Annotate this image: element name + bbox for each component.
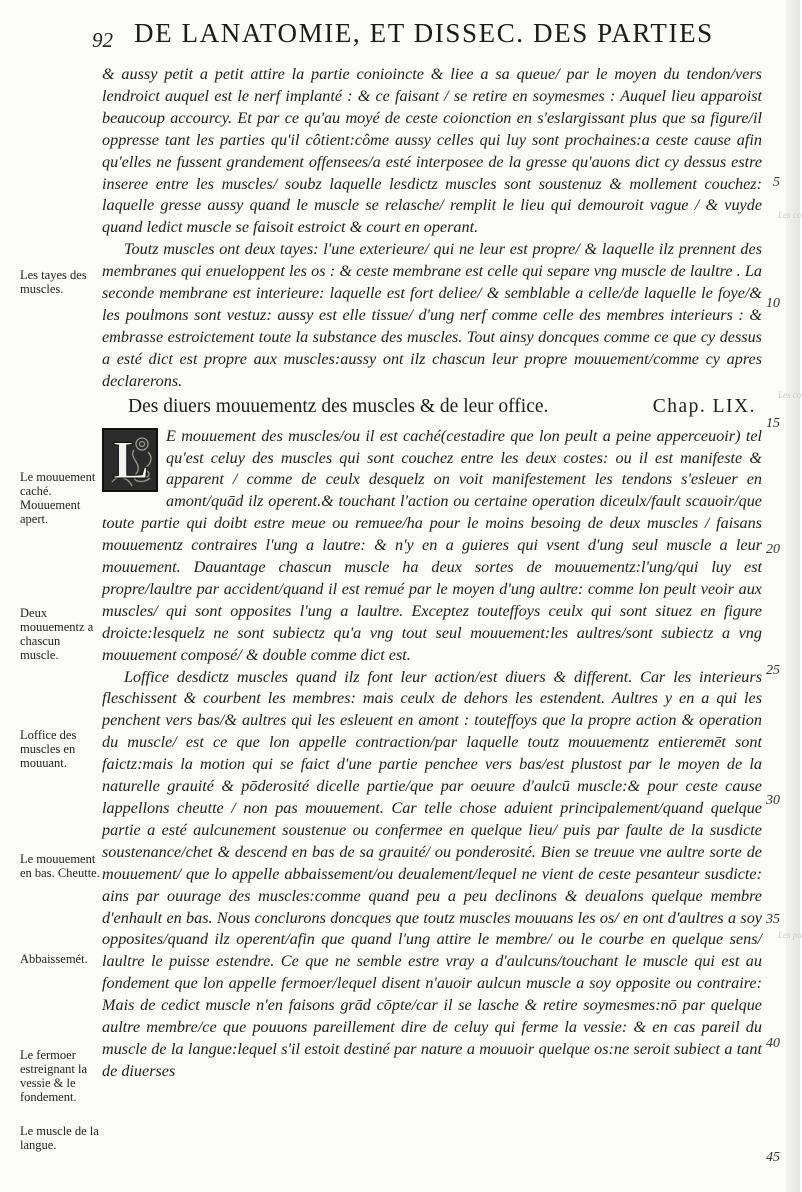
running-head: DE LANATOMIE, ET DISSEC. DES PARTIES xyxy=(134,18,714,48)
initial-letter: L xyxy=(113,429,150,490)
line-number: 30 xyxy=(766,793,780,808)
margin-note-tayes: Les tayes des muscles. xyxy=(20,268,87,296)
chapter-heading xyxy=(102,394,762,422)
folio-number: 92 xyxy=(92,28,113,52)
line-number: 40 xyxy=(766,1036,780,1051)
main-text xyxy=(102,64,762,1083)
line-number: 10 xyxy=(766,296,780,311)
margin-note-deux-mouuementz: Deux mouuementz a chascun muscle. xyxy=(20,606,94,662)
bleed-text: Les co xyxy=(778,210,802,220)
decorated-initial xyxy=(102,428,158,492)
margin-note-mouuement-cache: Le mouuement caché. Mouuement apert. xyxy=(20,470,96,526)
paragraph: Loffice desdictz muscles quand ilz font leur action/est diuers & different. Car les interieurs fleschissent & courbent les membres: mais ceulx de dehors les estendent. Aultres y en a qui les penchent vers bas/& aultres qui les esleuent en amont : touteffoys que la propre action & operation du muscle/ est ce que lon appelle contraction/par laquelle toutz mouuementz entieremēt sont faictz:mais la motion qui se faict d'une partie penchee vers bas/est plustost par le moyen de la naturelle grauité & pōderosité dicelle partie/que par oeuure d'aulcū muscle:& pour ceste cause lappellons cheutte / non pas mouuement. Car telle chose aduient principalement/quand quelque partie a esté aulcunement soustenue ou confermee en quelque lieu/ puis par faulte de la susdicte soustenance/chet & descend en bas de sa grauité/ ou ponderosité. Bien se treuue vne aultre sorte de mouuement/ que lo appelle abbaissement/ou deualement/lequel ne vient de ceste pesanteur susdicte: ains par ouurage des muscles:comme quand peu a peu declinons & deualons quelque membre d'enhault en bas. Nous conclurons doncques que toutz muscles mouuans les os/ en ont d'aultres a soy opposites/quand ilz operent/afin que quand l'ung attire le membre/ ou le courbe en quelque sens/ laultre le puisse estendre. Ce que ne semble estre vray a d'aulcuns/touchant le muscle qui est au fondement que lon appelle fermoer/lequel disent n'auoir aulcun muscle a soy opposite ou contraire: Mais de cedict muscle n'en faisons grād cōpte/car il se lasche & retire soymesmes:nō par quelque aultre membre/ce que pouuons pareillement dire de celuy qui ferme la vessie: & en cas pareil du muscle de la langue:lequel s'il estoit destiné par nature a mouuoir quelque os:ne seroit subiect a tant de diuerses xyxy=(102,667,762,1080)
page-header xyxy=(92,14,752,58)
paragraph: Toutz muscles ont deux tayes: l'une exterieure/ qui ne leur est propre/ & laquelle ilz prennent des membranes qui enueloppent les os : & ceste membrane est celle qui separe vng muscle de laultre . La seconde membrane est interieure: laquelle est fort deliee/ & semblable a celle/de laquelle le foye/& les poulmons sont vestuz: aussy est elle tissue/ d'ung nerf comme celle des membres interieurs : & embrasse estroictement toute la substance des muscles. Tout ainsy doncques comme ce que cy dessus a esté dict est propre aux muscles:aussy ont ilz chascun leur propre mouuement/comme cy apres declarerons. xyxy=(102,240,762,390)
paragraph: & aussy petit a petit attire la partie conioincte & liee a sa queue/ par le moyen du tendon/vers lendroict auquel est le nerf implanté : & ce faisant / se retire en soymesmes : Auquel lieu apparoist beaucoup accourcy. Et par ce qu'au moyé de ceste coionction en s'eslargissant plus que sa figure/il oppresse tant les parties qu'il côtient:côme aussy celles qui luy sont prochaines:a ceste cause afin qu'elles ne fussent grandement offensees/a esté interposee de la gresse qu'auons dict cy dessus estre inseree entre les muscles/ soubz laquelle lesdictz muscles sont soustenuz & mollement couchez: laquelle gresse aussy quand le muscle se relasche/ remplit le lieu qui demouroit vague / & vuyde quand ledict muscle se faisoit estroict & court en operant. xyxy=(102,65,762,237)
facing-page-bleed xyxy=(778,0,802,1192)
paragraph: E mouuement des muscles/ou il est caché(cestadire que lon peult a peine apperceuoir) tel qu'est celuy des muscles qui sont couchez entre les deux costes: ou il est manifeste & apparent / comme de ceulx desquelz on voit manifestement les tendons s'esleuer en amont/quād ilz operent.& touchant l'action ou certaine operation diceulx/fault scauoir/que toute partie qui doibt estre meue ou remuee/ha pour le moins besoing de deux muscles / faisans mouuementz contraires l'ung a lautre: & n'y en a guieres qui vsent d'ung seul muscle a leur mouuement. Dauantage chascun muscle ha deux sortes de mouuementz:l'ung/qui luy est propre/laultre par accident/quand il est remué par le moyen d'ung aultre: comme lon peult veoir aux muscles/ qui sont opposites l'ung a laultre. Exceptez touteffoys ceulx qui sont situez en figure droicte:lesquelz ne sont subiectz qu'a vng tout seul mouuement:les aultres/sont subiectz a vng mouuement composé/ & double comme dict est. xyxy=(102,426,762,664)
margin-note-fermoer: Le fermoer estreignant la vessie & le fondement. xyxy=(20,1048,87,1104)
line-number: 15 xyxy=(766,416,780,431)
line-number: 35 xyxy=(766,912,780,927)
chapter-number: Chap. LIX. xyxy=(652,395,756,417)
line-number: 25 xyxy=(766,663,780,678)
margin-note-loffice: Loffice des muscles en mouuant. xyxy=(20,728,77,770)
line-number: 20 xyxy=(766,542,780,557)
chapter-title: Des diuers mouuementz des muscles & de leur office. xyxy=(128,395,549,417)
line-number: 45 xyxy=(766,1150,780,1165)
bleed-text: Les co xyxy=(778,390,802,400)
margin-note-abbaissement: Abbaissemét. xyxy=(20,952,88,966)
line-number: 5 xyxy=(773,175,780,190)
bleed-text: Les pa xyxy=(778,930,802,940)
margin-note-cheutte: Le mouuement en bas. Cheutte. xyxy=(20,852,100,880)
margin-note-langue: Le muscle de la langue. xyxy=(20,1124,99,1152)
